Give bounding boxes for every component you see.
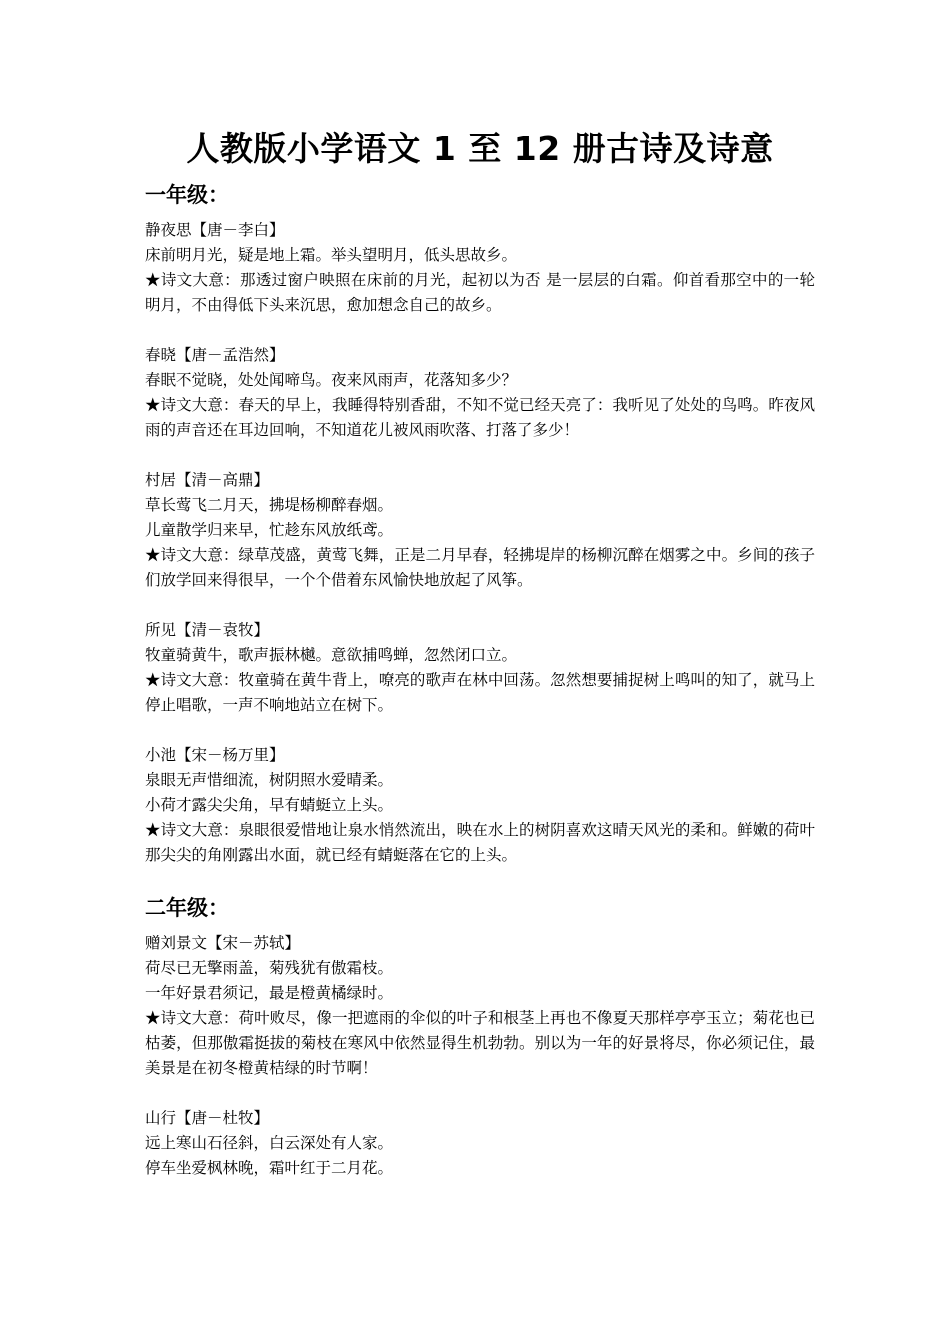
poem-line: 一年好景君须记，最是橙黄橘绿时。: [145, 984, 394, 1002]
poem-meaning: ★诗文大意：那透过窗户映照在床前的月光，起初以为否 是一层层的白霜。仰首看那空中的一轮明月，不由得低下头来沉思，愈加想念自己的故乡。: [145, 271, 815, 314]
poem-line: 床前明月光，疑是地上霜。举头望明月，低头思故乡。: [145, 246, 518, 264]
poem-entry: [145, 343, 815, 443]
poem-line: 停车坐爱枫林晚，霜叶红于二月花。: [145, 1159, 394, 1177]
poem-entry: [145, 931, 815, 1081]
poem-entry: [145, 218, 815, 318]
poem-title-author: 春晓【唐－孟浩然】: [145, 346, 285, 364]
poem-entry: [145, 743, 815, 868]
poem-line: 草长莺飞二月天，拂堤杨柳醉春烟。: [145, 496, 394, 514]
poem-title-author: 小池【宋－杨万里】: [145, 746, 285, 764]
poem-line: 春眠不觉晓，处处闻啼鸟。夜来风雨声，花落知多少？: [145, 371, 518, 389]
poem-title-author: 村居【清－高鼎】: [145, 471, 270, 489]
grade-heading: 一年级：: [145, 183, 229, 207]
poem-meaning: ★诗文大意：泉眼很爱惜地让泉水悄然流出，映在水上的树阴喜欢这晴天风光的柔和。鲜嫩的荷叶那尖尖的角刚露出水面，就已经有蜻蜓落在它的上头。: [145, 821, 815, 864]
poem-line: 牧童骑黄牛，歌声振林樾。意欲捕鸣蝉，忽然闭口立。: [145, 646, 518, 664]
grade-heading: 二年级：: [145, 896, 229, 920]
poem-title-author: 赠刘景文【宋－苏轼】: [145, 934, 301, 952]
grade-section: [145, 180, 815, 868]
poem-title-author: 山行【唐－杜牧】: [145, 1109, 270, 1127]
poem-entry: [145, 468, 815, 593]
poem-line: 远上寒山石径斜，白云深处有人家。: [145, 1134, 394, 1152]
poem-title-author: 静夜思【唐－李白】: [145, 221, 285, 239]
document-content: [145, 180, 815, 1181]
poem-entry: [145, 618, 815, 718]
poem-meaning: ★诗文大意：春天的早上，我睡得特别香甜，不知不觉已经天亮了：我听见了处处的鸟鸣。昨夜风雨的声音还在耳边回响，不知道花儿被风雨吹落、打落了多少！: [145, 396, 815, 439]
poem-meaning: ★诗文大意：绿草茂盛，黄莺飞舞，正是二月早春，轻拂堤岸的杨柳沉醉在烟雾之中。乡间的孩子们放学回来得很早，一个个借着东风愉快地放起了风筝。: [145, 546, 815, 589]
document-page: [145, 126, 815, 1206]
poem-line: 儿童散学归来早，忙趁东风放纸鸢。: [145, 521, 394, 539]
grade-section: [145, 893, 815, 1181]
document-title: 人教版小学语文 1 至 12 册古诗及诗意: [186, 129, 774, 168]
poem-line: 荷尽已无擎雨盖，菊残犹有傲霜枝。: [145, 959, 394, 977]
poem-entry: [145, 1106, 815, 1181]
poem-line: 泉眼无声惜细流，树阴照水爱晴柔。: [145, 771, 394, 789]
poem-line: 小荷才露尖尖角，早有蜻蜓立上头。: [145, 796, 394, 814]
poem-meaning: ★诗文大意：荷叶败尽，像一把遮雨的伞似的叶子和根茎上再也不像夏天那样亭亭玉立；菊花也已枯萎，但那傲霜挺拔的菊枝在寒风中依然显得生机勃勃。别以为一年的好景将尽，你必须记住，最美景是在初冬橙黄桔绿的时节啊！: [145, 1009, 815, 1077]
poem-title-author: 所见【清－袁牧】: [145, 621, 270, 639]
poem-meaning: ★诗文大意：牧童骑在黄牛背上，嘹亮的歌声在林中回荡。忽然想要捕捉树上鸣叫的知了，就马上停止唱歌，一声不响地站立在树下。: [145, 671, 815, 714]
